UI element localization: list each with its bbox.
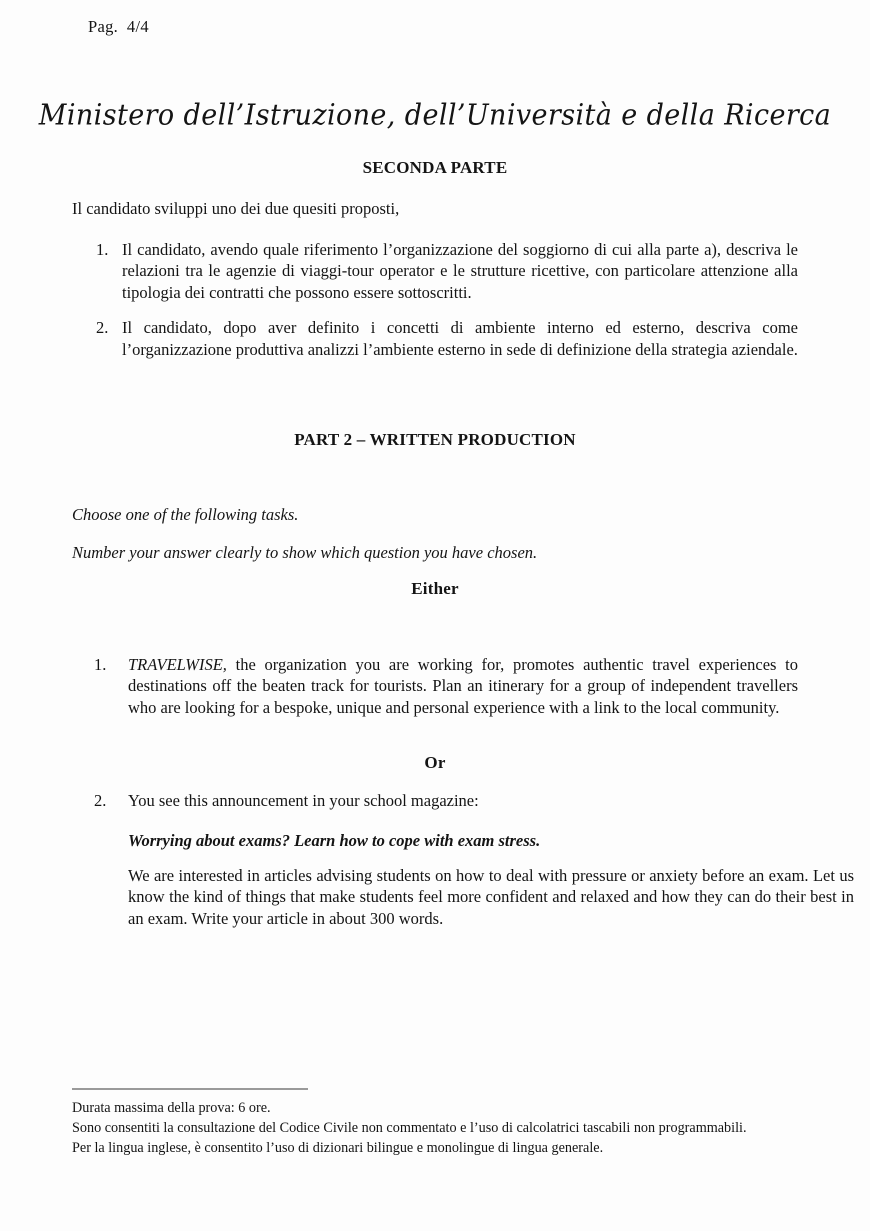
announcement-body-text: We are interested in articles advising students on how to deal with pressure or anxiety before an exam. Let us know the kind of things that make students feel more confident and relaxed and how they can do their best in an exam. Write your article in about 300 words. xyxy=(128,866,854,928)
or-label: Or xyxy=(424,753,446,772)
english-task-1-list xyxy=(72,654,798,718)
list-item-number: 1. xyxy=(94,655,107,674)
announcement-headline: Worrying about exams? Learn how to cope with exam stress. xyxy=(128,831,541,850)
list-item-text: the organization you are working for, promotes authentic travel experiences to destinations off the beaten track for tourists. Plan an itinerary for a group of independent travellers who are looking for a bespoke, unique and personal experience with a link to the local community. xyxy=(128,655,798,717)
list-item xyxy=(72,790,798,811)
ministry-header-title: Ministero dell’Istruzione, dell’Università e della Ricerca xyxy=(38,98,832,133)
italian-task-list xyxy=(72,239,798,360)
list-item-text: Il candidato, dopo aver definito i concetti di ambiente interno ed esterno, descriva come l’organizzazione produttiva analizzi l’ambiente esterno in sede di definizione della strategia aziendale. xyxy=(122,318,798,359)
footnote-separator xyxy=(72,1088,308,1090)
list-item xyxy=(72,654,798,718)
footnote-dictionaries: Per la lingua inglese, è consentito l’uso di dizionari bilingue e monolingue di lingua generale. xyxy=(72,1140,604,1157)
english-task-2-list xyxy=(72,790,798,811)
seconda-parte-heading: SECONDA PARTE xyxy=(362,158,508,177)
list-item-number: 2. xyxy=(94,791,107,810)
list-item xyxy=(72,239,798,303)
footnote-allowed-materials: Sono consentiti la consultazione del Codice Civile non commentato e l’uso di calcolatrici tascabili non programmabili. xyxy=(72,1120,747,1137)
list-item-number: 2. xyxy=(96,318,109,338)
part2-heading: PART 2 – WRITTEN PRODUCTION xyxy=(294,430,576,449)
italian-lead-text: Il candidato sviluppi uno dei due quesiti proposti, xyxy=(72,199,400,218)
list-item-text: Il candidato, avendo quale riferimento l’organizzazione del soggiorno di cui alla parte a), descriva le relazioni tra le agenzie di viaggi-tour operator e le strutture ricettive, con particolare attenzione alla tipologia dei contratti che possono essere sottoscritti. xyxy=(122,240,798,302)
travelwise-brand: TRAVELWISE, xyxy=(128,655,227,674)
page-number: Pag. 4/4 xyxy=(88,17,149,36)
instruction-choose-task: Choose one of the following tasks. xyxy=(72,505,299,524)
footnote-duration: Durata massima della prova: 6 ore. xyxy=(72,1100,271,1116)
list-item-text: You see this announcement in your school magazine: xyxy=(128,791,479,810)
either-label: Either xyxy=(411,579,459,598)
instruction-number-answer: Number your answer clearly to show which question you have chosen. xyxy=(72,543,538,562)
list-item xyxy=(72,317,798,360)
list-item-number: 1. xyxy=(96,240,109,259)
footnote-block xyxy=(72,1088,812,1158)
